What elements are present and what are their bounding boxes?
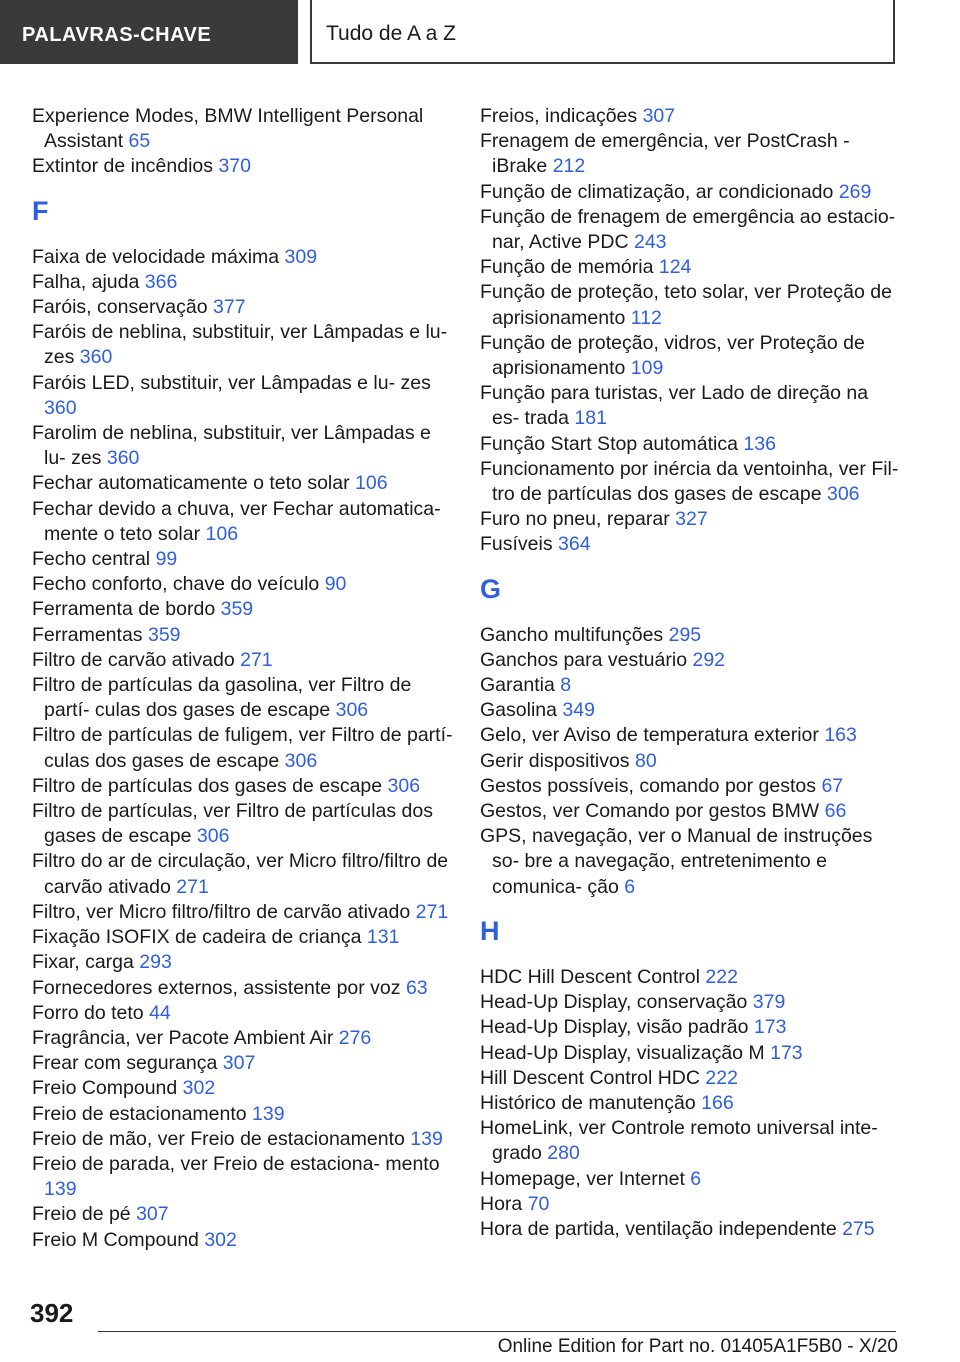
index-entry	[480, 255, 900, 280]
index-entry-page-link[interactable]: 306	[826, 483, 860, 506]
index-entry-text: Ganchos para vestuário	[480, 648, 688, 671]
index-entry-text: Gelo, ver Aviso de temperatura exterior	[480, 724, 819, 747]
index-entry-text: Extintor de incêndios	[32, 155, 214, 178]
index-entry	[32, 572, 457, 597]
index-entry-page-link[interactable]: 124	[658, 256, 692, 279]
index-entry-text: Fixar, carga	[32, 951, 134, 974]
index-entry-page-link[interactable]: 366	[144, 270, 178, 293]
index-entry	[480, 507, 900, 532]
footer-divider	[98, 1331, 896, 1332]
index-entry	[480, 280, 900, 330]
index-entry-text: Experience Modes, BMW Intelligent Personal Assistant	[32, 105, 424, 153]
index-entry	[32, 1127, 457, 1152]
index-entry	[480, 824, 900, 900]
subtitle-label: Tudo de A a Z	[326, 22, 456, 45]
index-entry-text: Garantia	[480, 674, 555, 697]
index-entry	[480, 1041, 900, 1066]
index-entry	[480, 1015, 900, 1040]
index-entry-page-link[interactable]: 131	[366, 926, 400, 949]
index-column-right	[480, 104, 900, 1242]
index-entry-text: Forro do teto	[32, 1001, 144, 1024]
index-entry	[32, 925, 457, 950]
index-entry-page-link[interactable]: 90	[324, 573, 347, 596]
index-entry-page-link[interactable]: 6	[624, 875, 636, 898]
index-entry-page-link[interactable]: 222	[705, 1066, 738, 1089]
index-entry-page-link[interactable]: 109	[630, 357, 664, 380]
index-entry	[32, 1051, 457, 1076]
index-entry-text: Histórico de manutenção	[480, 1091, 696, 1114]
index-entry	[32, 1228, 457, 1253]
index-entry-text: GPS, navegação, ver o Manual de instruções so‐ bre a navegação, entretenimento e comunica‐ ção	[480, 825, 873, 898]
index-entry	[480, 1066, 900, 1091]
index-entry-text: Função de memória	[480, 256, 654, 279]
index-entry-page-link[interactable]: 360	[79, 346, 113, 369]
index-entry	[480, 698, 900, 723]
index-entry-page-link[interactable]: 327	[675, 508, 708, 531]
index-entry-text: Gasolina	[480, 699, 557, 722]
index-entry-page-link[interactable]: 271	[176, 875, 209, 898]
index-entry	[480, 1217, 900, 1242]
index-entry	[480, 1167, 900, 1192]
index-entry-text: Freio de pé	[32, 1203, 131, 1226]
index-entry	[480, 673, 900, 698]
index-entry-page-link[interactable]: 80	[634, 749, 657, 772]
index-entry-page-link[interactable]: 307	[136, 1203, 169, 1226]
index-entry-text: Fechar automaticamente o teto solar	[32, 472, 350, 495]
index-entry-page-link[interactable]: 377	[213, 296, 246, 319]
index-entry-text: HDC Hill Descent Control	[480, 965, 700, 988]
index-entry-text: Filtro de partículas da gasolina, ver Filtro de partí‐ culas dos gases de escape	[32, 674, 412, 722]
index-entry-text: Faróis de neblina, substituir, ver Lâmpadas e lu‐ zes	[32, 321, 448, 369]
index-letter-heading: F	[32, 195, 49, 226]
index-entry-text: Faróis LED, substituir, ver Lâmpadas e lu‐ zes	[32, 371, 431, 394]
index-entry-text: Fecho conforto, chave do veículo	[32, 573, 320, 596]
index-entry-text: Função para turistas, ver Lado de direção na es‐ trada	[480, 382, 869, 430]
section-label: PALAVRAS-CHAVE	[22, 23, 212, 46]
index-entry-page-link[interactable]: 163	[824, 724, 857, 747]
index-entry	[32, 849, 457, 899]
index-entry	[480, 180, 900, 205]
index-entry-page-link[interactable]: 359	[220, 598, 254, 621]
index-entry-page-link[interactable]: 306	[387, 774, 421, 797]
index-entry-page-link[interactable]: 212	[552, 155, 586, 178]
index-entry-page-link[interactable]: 276	[338, 1026, 372, 1049]
index-entry	[32, 623, 457, 648]
index-entry-page-link[interactable]: 280	[547, 1142, 580, 1165]
index-entry-page-link[interactable]: 349	[562, 699, 595, 722]
index-entry-page-link[interactable]: 307	[642, 105, 676, 127]
index-entry-text: Função Start Stop automática	[480, 432, 738, 455]
index-entry	[32, 1076, 457, 1101]
index-entry	[480, 457, 900, 507]
index-entry-text: Gancho multifunções	[480, 623, 664, 646]
section-tab	[0, 0, 298, 64]
index-entry-text: Fornecedores externos, assistente por voz	[32, 976, 401, 999]
index-entry	[480, 1116, 900, 1166]
index-entry-text: Fechar devido a chuva, ver Fechar automatica‐ mente o teto solar	[32, 497, 441, 545]
index-entry-text: Fixação ISOFIX de cadeira de criança	[32, 926, 362, 949]
index-entry-page-link[interactable]: 173	[753, 1016, 787, 1039]
index-entry-page-link[interactable]: 364	[558, 533, 591, 556]
index-entry-text: Função de frenagem de emergência ao estacio‐ nar, Active PDC	[480, 205, 896, 254]
index-entry-text: Função de climatização, ar condicionado	[480, 180, 834, 203]
index-entry	[480, 799, 900, 824]
index-entry-text: Freio de mão, ver Freio de estacionamento	[32, 1127, 405, 1150]
index-entry-text: Freio Compound	[32, 1077, 178, 1100]
index-entry	[480, 331, 900, 381]
index-entry-text: Freio de parada, ver Freio de estaciona‐ mento	[32, 1152, 440, 1175]
index-column-left	[32, 104, 457, 1253]
index-entry-text: Head-Up Display, visualização M	[480, 1041, 765, 1064]
index-entry-page-link[interactable]: 271	[415, 900, 449, 923]
index-entry-page-link[interactable]: 66	[824, 800, 847, 823]
index-entry-page-link[interactable]: 307	[222, 1052, 256, 1075]
index-entry-page-link[interactable]: 8	[560, 674, 572, 697]
index-entry-page-link[interactable]: 370	[218, 155, 251, 178]
subtitle-tab	[310, 0, 895, 64]
index-entry-text: Ferramentas	[32, 623, 143, 646]
index-entry	[32, 950, 457, 975]
index-entry	[32, 900, 457, 925]
index-entry	[480, 749, 900, 774]
index-entry	[32, 421, 457, 471]
index-entry-page-link[interactable]: 67	[821, 774, 844, 797]
index-entry	[32, 320, 457, 370]
index-entry	[32, 295, 457, 320]
index-entry-page-link[interactable]: 243	[633, 231, 667, 254]
index-entry-text: Faróis, conservação	[32, 296, 208, 319]
index-entry-text: Função de proteção, vidros, ver Proteção de aprisionamento	[480, 331, 865, 380]
index-entry-page-link[interactable]: 360	[44, 396, 77, 419]
index-entry	[480, 532, 900, 557]
index-entry	[32, 471, 457, 496]
index-entry	[480, 774, 900, 799]
index-entry-text: Falha, ajuda	[32, 270, 140, 293]
index-entry-page-link[interactable]: 292	[692, 648, 726, 671]
index-entry-page-link[interactable]: 309	[284, 245, 318, 268]
index-entry-page-link[interactable]: 139	[44, 1178, 77, 1201]
index-entry	[32, 799, 457, 849]
index-entry	[32, 104, 457, 154]
index-entry	[480, 648, 900, 673]
index-entry-text: Filtro do ar de circulação, ver Micro filtro/filtro de carvão ativado	[32, 850, 449, 898]
index-entry-text: Faixa de velocidade máxima	[32, 245, 280, 268]
index-entry-text: Hill Descent Control HDC	[480, 1066, 700, 1089]
index-entry-page-link[interactable]: 269	[838, 180, 872, 203]
index-entry	[32, 1152, 457, 1202]
index-entry-text: Gestos possíveis, comando por gestos	[480, 774, 817, 797]
index-entry-page-link[interactable]: 70	[527, 1192, 550, 1215]
index-entry-text: Filtro de carvão ativado	[32, 648, 235, 671]
index-entry	[480, 104, 900, 129]
index-entry-page-link[interactable]: 166	[701, 1091, 734, 1114]
page-number: 392	[30, 1298, 74, 1328]
index-entry-page-link[interactable]: 173	[770, 1041, 803, 1064]
index-entry	[32, 371, 457, 421]
index-entry-text: Gestos, ver Comando por gestos BMW	[480, 800, 820, 823]
index-entry-text: Freio de estacionamento	[32, 1102, 247, 1125]
index-entry	[480, 432, 900, 457]
index-entry-page-link[interactable]: 360	[106, 447, 140, 470]
index-entry	[32, 648, 457, 673]
index-entry-page-link[interactable]: 295	[668, 623, 702, 646]
index-entry-page-link[interactable]: 306	[196, 825, 230, 848]
index-entry-text: Farolim de neblina, substituir, ver Lâmpadas e lu‐ zes	[32, 422, 431, 470]
index-entry-text: Filtro, ver Micro filtro/filtro de carvão ativado	[32, 900, 411, 923]
index-entry	[32, 673, 457, 723]
index-entry	[480, 990, 900, 1015]
index-entry	[480, 205, 900, 255]
index-entry-page-link[interactable]: 65	[128, 130, 151, 153]
index-entry	[32, 976, 457, 1001]
index-entry-page-link[interactable]: 306	[335, 699, 369, 722]
index-entry-page-link[interactable]: 181	[574, 407, 607, 430]
index-entry-page-link[interactable]: 106	[355, 472, 388, 495]
index-entry-page-link[interactable]: 306	[284, 749, 318, 772]
index-entry	[32, 1202, 457, 1227]
index-entry-page-link[interactable]: 293	[139, 951, 172, 974]
index-entry	[32, 497, 457, 547]
index-entry	[480, 381, 900, 431]
index-entry-page-link[interactable]: 63	[405, 976, 428, 999]
index-entry-text: HomeLink, ver Controle remoto universal inte‐ grado	[480, 1117, 878, 1165]
index-entry	[480, 129, 900, 179]
index-entry-page-link[interactable]: 99	[155, 548, 178, 571]
index-entry	[32, 245, 457, 270]
index-entry-text: Fusíveis	[480, 533, 553, 556]
index-entry	[32, 774, 457, 799]
index-entry-text: Furo no pneu, reparar	[480, 508, 670, 531]
index-entry-text: Filtro de partículas de fuligem, ver Filtro de partí‐ culas dos gases de escape	[32, 724, 453, 772]
index-entry-page-link[interactable]: 302	[204, 1228, 237, 1251]
index-letter-heading: H	[480, 915, 500, 946]
index-entry	[32, 154, 457, 179]
index-entry-text: Hora de partida, ventilação independente	[480, 1217, 837, 1240]
index-entry-text: Homepage, ver Internet	[480, 1167, 685, 1190]
index-entry-text: Ferramenta de bordo	[32, 598, 216, 621]
index-entry-text: Funcionamento por inércia da ventoinha, ver Fil‐ tro de partículas dos gases de escape	[480, 457, 899, 506]
index-entry-page-link[interactable]: 112	[630, 306, 662, 329]
index-entry-page-link[interactable]: 44	[149, 1001, 171, 1024]
index-entry-text: Fragrância, ver Pacote Ambient Air	[32, 1026, 334, 1049]
index-entry-text: Frear com segurança	[32, 1052, 218, 1075]
index-entry-page-link[interactable]: 302	[182, 1077, 216, 1100]
index-entry-text: Hora	[480, 1192, 523, 1215]
index-entry	[32, 547, 457, 572]
edition-footer: Online Edition for Part no. 01405A1F5B0 - X/20	[497, 1336, 898, 1357]
index-entry-page-link[interactable]: 222	[705, 965, 738, 988]
index-entry-text: Head-Up Display, visão padrão	[480, 1016, 749, 1039]
index-entry-text: Freio M Compound	[32, 1228, 199, 1251]
index-entry-text: Freios, indicações	[480, 105, 638, 127]
index-entry-page-link[interactable]: 275	[842, 1217, 875, 1240]
index-entry-text: Filtro de partículas dos gases de escape	[32, 774, 383, 797]
index-entry-page-link[interactable]: 379	[752, 991, 786, 1014]
index-entry	[480, 723, 900, 748]
index-entry	[480, 965, 900, 990]
index-entry-page-link[interactable]: 139	[410, 1127, 443, 1150]
index-entry-page-link[interactable]: 6	[690, 1167, 702, 1190]
index-entry	[480, 623, 900, 648]
index-entry	[32, 270, 457, 295]
index-entry-page-link[interactable]: 136	[743, 432, 776, 455]
index-entry	[480, 1091, 900, 1116]
index-entry-text: Frenagem de emergência, ver PostCrash - iBrake	[480, 130, 850, 178]
index-entry	[480, 1192, 900, 1217]
index-entry-text: Filtro de partículas, ver Filtro de partículas dos gases de escape	[32, 800, 433, 848]
index-entry-page-link[interactable]: 271	[240, 648, 273, 671]
index-entry	[32, 723, 457, 773]
index-entry-text: Função de proteção, teto solar, ver Proteção de aprisionamento	[480, 281, 892, 329]
index-entry-text: Fecho central	[32, 548, 151, 571]
index-letter-heading: G	[480, 573, 502, 604]
index-entry-page-link[interactable]: 359	[147, 623, 181, 646]
index-entry-page-link[interactable]: 106	[205, 522, 239, 545]
index-entry-page-link[interactable]: 139	[252, 1102, 285, 1125]
index-entry	[32, 1102, 457, 1127]
index-entry-text: Gerir dispositivos	[480, 749, 630, 772]
page-header	[0, 0, 960, 66]
index-entry	[32, 1001, 457, 1026]
index-entry-text: Head-Up Display, conservação	[480, 991, 748, 1014]
index-entry	[32, 1026, 457, 1051]
index-entry	[32, 597, 457, 622]
